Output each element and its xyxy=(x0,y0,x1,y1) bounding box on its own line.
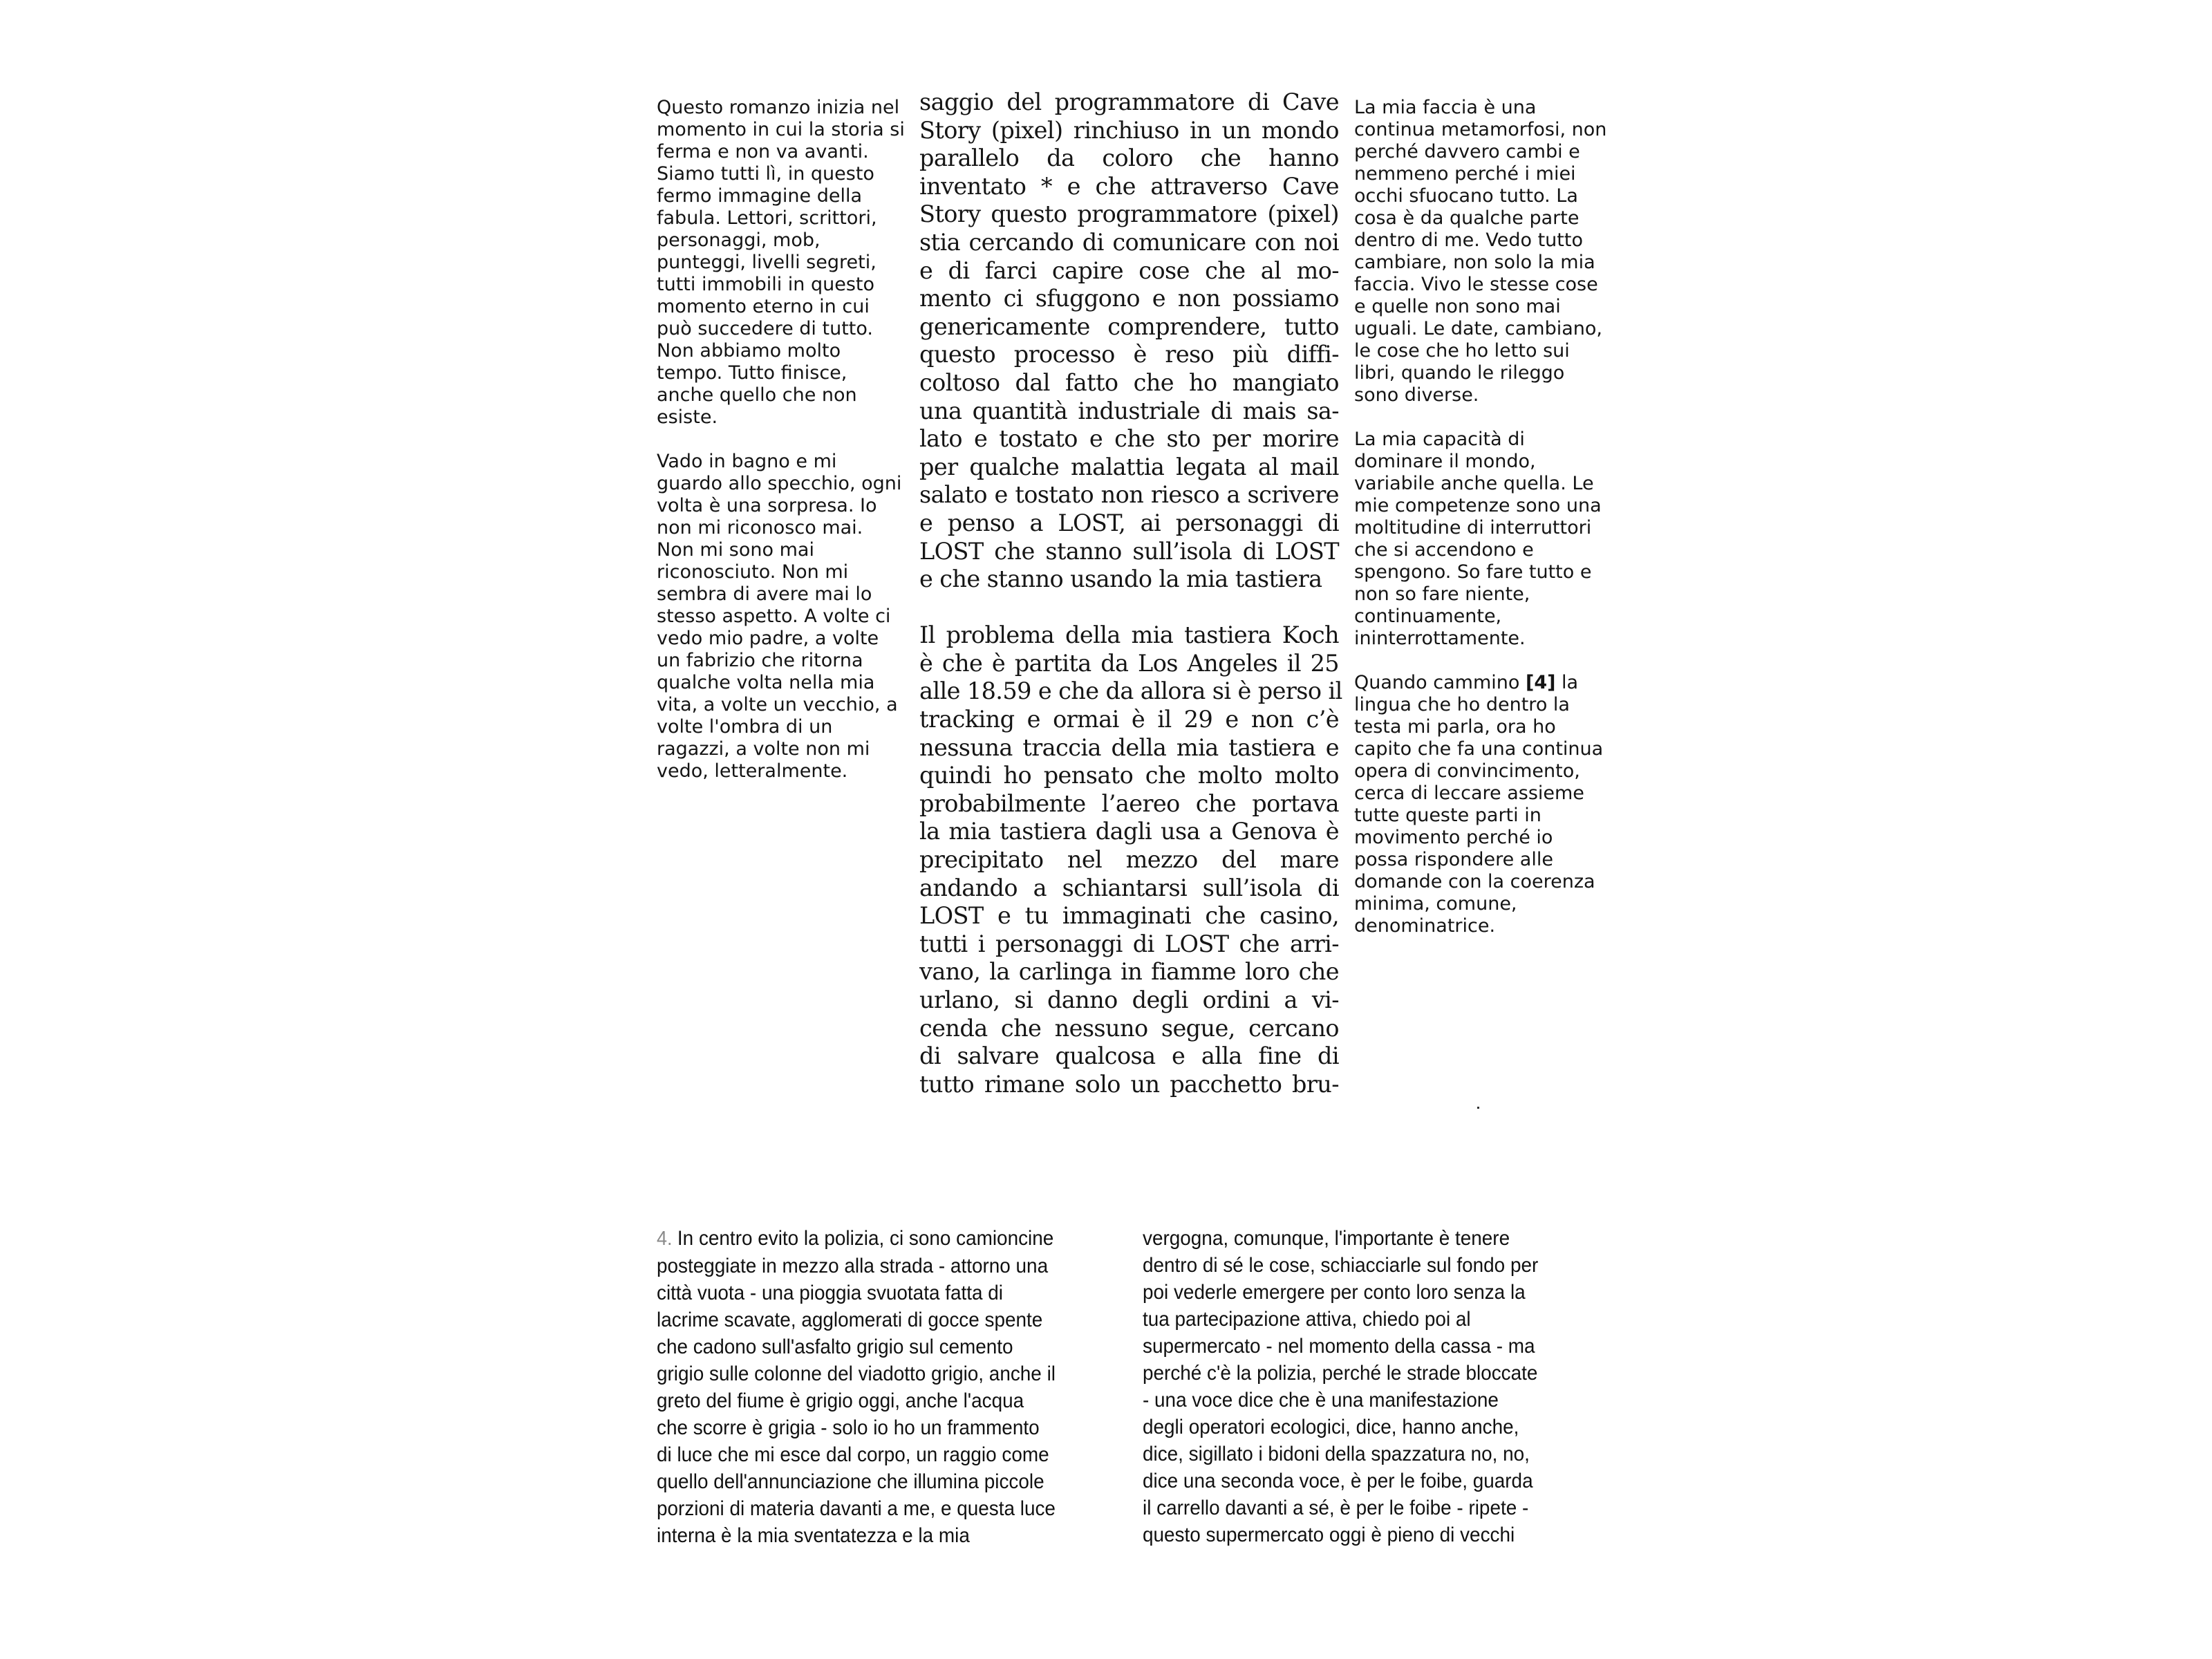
text-line: cenda che nessuno segue, cercano xyxy=(919,1014,1339,1042)
footnote-line-text: greto del fiume è grigio oggi, anche l'acqua xyxy=(657,1389,1024,1412)
footnote-line-text: posteggiate in mezzo alla strada - attorno una xyxy=(657,1255,1049,1277)
footnote-line-text: quello dell'annunciazione che illumina piccole xyxy=(657,1470,1044,1493)
footnote-line-text: questo supermercato oggi è pieno di vecchi xyxy=(1143,1524,1515,1546)
footnote-line xyxy=(657,1280,1056,1306)
footnote-right-column xyxy=(1143,1225,1538,1548)
footnote-line-text: il carrello davanti a sé, è per le foibe - ripete - xyxy=(1143,1497,1529,1519)
footnote-line-text: dice, sigillato i bidoni della spazzatura no, no, xyxy=(1143,1443,1530,1465)
left-paragraph-2: Vado in bagno e mi guardo allo specchio, ogni volta è una sorpresa. Io non mi riconosco mai. Non mi sono mai riconosciuto. Non mi sembra di avere mai lo stesso aspetto. A volte ci vedo mio padre, a volte un fabrizio che ritorna qualche volta nella mia vita, a volte un vecchio, a volte l'ombra di un ragazzi, a volte non mi vedo, letteralmente. xyxy=(657,451,902,782)
text-line: tutti i personaggi di LOST che arri- xyxy=(919,930,1339,957)
footnote-line-text: supermercato - nel momento della cassa - ma xyxy=(1143,1335,1535,1358)
text-line: quindi ho pensato che molto molto xyxy=(919,762,1339,789)
text-line: questo processo è reso più diffi- xyxy=(919,341,1339,368)
right-column xyxy=(1354,97,1610,959)
left-column xyxy=(657,97,906,805)
text-line: e che stanno usando la mia tastiera xyxy=(919,565,1322,593)
text-line: LOST che stanno sull’isola di LOST xyxy=(919,537,1339,565)
footnote-line xyxy=(1143,1252,1538,1279)
text-line: nessuna traccia della mia tastiera e xyxy=(919,733,1339,761)
text-line: LOST e tu immaginati che casino, xyxy=(919,902,1339,930)
footnote-line xyxy=(1143,1360,1538,1387)
text-line: stia cercando di comunicare con noi xyxy=(919,228,1339,256)
footnote-reference-link[interactable]: [4] xyxy=(1525,672,1556,693)
footnote-line-text: che scorre è grigia - solo io ho un frammento xyxy=(657,1416,1040,1439)
text-line: precipitato nel mezzo del mare xyxy=(919,846,1339,874)
footnote-line xyxy=(1143,1494,1538,1521)
middle-paragraph-2 xyxy=(919,621,1342,1098)
footnote-line xyxy=(657,1414,1056,1441)
footnote-line-text: dentro di sé le cose, schiacciarle sul fondo per xyxy=(1143,1254,1539,1277)
text-line: di salvare qualcosa e alla fine di xyxy=(919,1042,1339,1070)
middle-column xyxy=(919,88,1342,1098)
footnote-line xyxy=(657,1522,1056,1549)
text-line: andando a schiantarsi sull’isola di xyxy=(919,874,1339,901)
footnote-line-text: dice una seconda voce, è per le foibe, guarda xyxy=(1143,1470,1533,1492)
right-paragraph-3-start: Quando cammino xyxy=(1354,672,1526,693)
text-line: mento ci sfuggono e non possiamo xyxy=(919,285,1339,312)
text-line: è che è partita da Los Angeles il 25 xyxy=(919,649,1339,677)
text-line: Il problema della mia tastiera Koch xyxy=(919,621,1339,649)
footnote-line xyxy=(1143,1333,1538,1360)
footnote-line xyxy=(1143,1521,1538,1548)
footnote-line-text: - una voce dice che è una manifestazione xyxy=(1143,1389,1499,1412)
left-paragraph-1: Questo romanzo inizia nel momento in cui la storia si ferma e non va avanti. Siamo tutti lì, in questo fermo immagine della fabula. Lettori, scrittori, personaggi, mob, punteggi, livelli segreti, tutti immobili in questo momento eterno in cui può succedere di tutto. Non abbiamo molto tempo. Tutto finisce, anche quello che non esiste. xyxy=(657,97,905,428)
footnote-line xyxy=(657,1387,1056,1414)
footnote-line xyxy=(1143,1387,1538,1414)
text-line: vano, la carlinga in fiamme loro che xyxy=(919,958,1339,986)
footnote-line-text: vergogna, comunque, l'importante è tenere xyxy=(1143,1227,1510,1250)
footnote-line-text: lacrime scavate, agglomerati di gocce spente xyxy=(657,1309,1043,1331)
text-line: e di farci capire cose che al mo- xyxy=(919,256,1339,284)
footnote-line-text: che cadono sull'asfalto grigio sul cemento xyxy=(657,1335,1013,1358)
footnote-line-text: interna è la mia sventatezza e la mia xyxy=(657,1524,970,1547)
text-line: Story (pixel) rinchiuso in un mondo xyxy=(919,116,1339,144)
footnote-left-column xyxy=(657,1225,1056,1549)
text-line: saggio del programmatore di Cave xyxy=(919,88,1339,115)
footnote-line-text: perché c'è la polizia, perché le strade bloccate xyxy=(1143,1362,1538,1385)
text-line: tutto rimane solo un pacchetto bru- xyxy=(919,1070,1339,1098)
footnote-line xyxy=(1143,1225,1538,1252)
footnote-line-text: grigio sulle colonne del viadotto grigio, anche il xyxy=(657,1362,1056,1385)
text-line: probabilmente l’aereo che portava xyxy=(919,789,1339,817)
right-paragraph-3-end: la lingua che ho dentro la testa mi parla, ora ho capito che fa una continua opera di convincimento, cerca di leccare assieme tutte queste parti in movimento perché io possa rispondere alle domande con la coerenza minima, comune, denominatrice. xyxy=(1354,672,1604,937)
footnote-line xyxy=(1143,1441,1538,1468)
text-line: inventato * e che attraverso Cave xyxy=(919,172,1339,200)
footnote-line xyxy=(657,1333,1056,1360)
footnote-line-text: porzioni di materia davanti a me, e questa luce xyxy=(657,1497,1056,1520)
footnote-line xyxy=(657,1225,1056,1253)
footnote-line xyxy=(1143,1306,1538,1333)
footnote-line xyxy=(657,1495,1056,1522)
footnote-line xyxy=(657,1441,1056,1468)
text-line: alle 18.59 e che da allora si è perso il xyxy=(919,677,1342,705)
footnote-line xyxy=(657,1468,1056,1495)
text-line: coltoso dal fatto che ho mangiato xyxy=(919,368,1339,396)
footnote-line-text: di luce che mi esce dal corpo, un raggio come xyxy=(657,1443,1049,1466)
footnote-line-text: città vuota - una pioggia svuotata fatta di xyxy=(657,1282,1003,1304)
footnote-line xyxy=(657,1253,1056,1280)
footnote-line-text: poi vederle emergere per conto loro senza la xyxy=(1143,1281,1526,1304)
right-paragraph-1: La mia faccia è una continua metamorfosi, non perché davvero cambi e nemmeno perché i miei occhi sfuocano tutto. La cosa è da qualche parte dentro di me. Vedo tutto cambiare, non solo la mia faccia. Vivo le stesse cose e quelle non sono mai uguali. Le date, cambiano, le cose che ho letto sui libri, quando le rileggo sono diverse. xyxy=(1354,97,1607,406)
text-line: urlano, si danno degli ordini a vi- xyxy=(919,986,1339,1013)
footnote-line-text: In centro evito la polizia, ci sono camioncine xyxy=(677,1227,1054,1250)
text-line: tracking e ormai è il 29 e non c’è xyxy=(919,706,1339,733)
text-line: la mia tastiera dagli usa a Genova è xyxy=(919,818,1339,845)
text-line: salato e tostato non riesco a scrivere xyxy=(919,481,1339,509)
right-paragraph-3 xyxy=(1354,672,1610,937)
text-line: una quantità industriale di mais sa- xyxy=(919,397,1339,424)
text-line: lato e tostato e che sto per morire xyxy=(919,425,1339,453)
footnote-line-text: degli operatori ecologici, dice, hanno anche, xyxy=(1143,1416,1519,1438)
text-line: e penso a LOST, ai personaggi di xyxy=(919,509,1339,536)
text-line: genericamente comprendere, tutto xyxy=(919,312,1339,340)
footnote-line xyxy=(1143,1468,1538,1494)
footnote-line xyxy=(657,1360,1056,1387)
footnote-number: 4. xyxy=(657,1228,673,1250)
paragraph-gap xyxy=(919,594,1339,622)
stray-dot xyxy=(1477,1107,1479,1109)
text-line: per qualche malattia legata al mail xyxy=(919,453,1339,480)
text-line: Story questo programmatore (pixel) xyxy=(919,200,1339,228)
footnote-line-text: tua partecipazione attiva, chiedo poi al xyxy=(1143,1308,1471,1331)
footnote-line xyxy=(1143,1414,1538,1441)
right-paragraph-2: La mia capacità di dominare il mondo, variabile anche quella. Le mie competenze sono una moltitudine di interruttori che si accendono e spengono. So fare tutto e non so fare niente, continuamente, ininterrottamente. xyxy=(1354,429,1602,649)
text-line: parallelo da coloro che hanno xyxy=(919,144,1339,172)
footnote-line xyxy=(1143,1279,1538,1306)
footnote-line xyxy=(657,1306,1056,1333)
middle-paragraph-1 xyxy=(919,88,1339,594)
